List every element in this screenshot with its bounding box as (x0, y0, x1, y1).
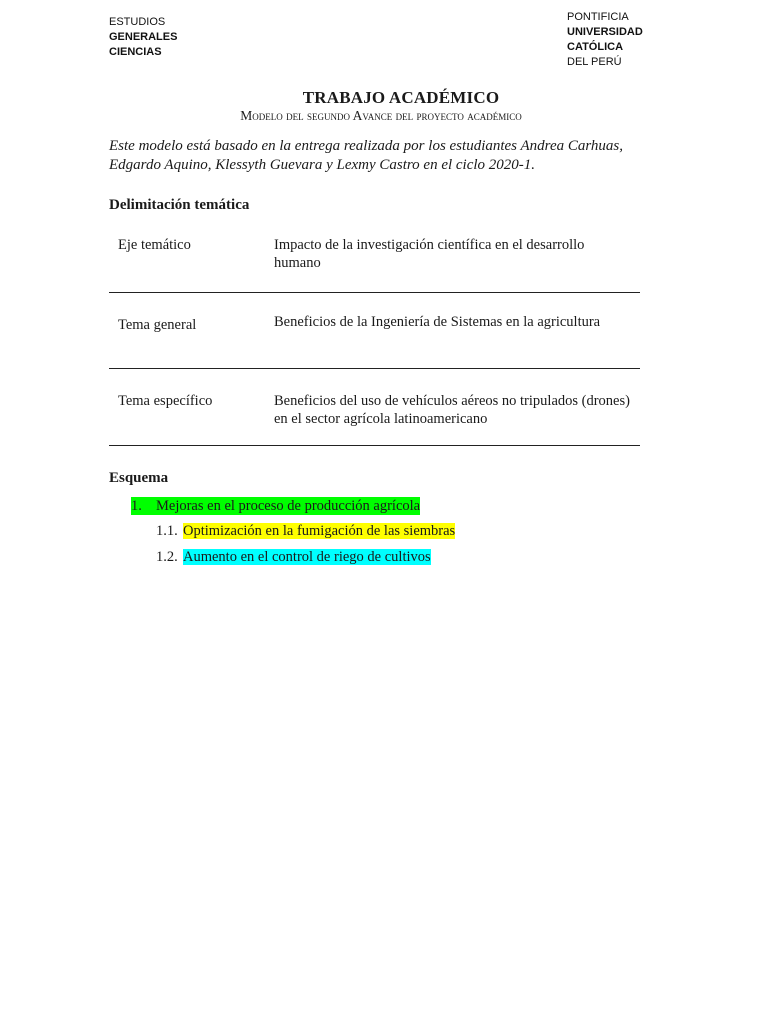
list-item-text: Mejoras en el proceso de producción agrícola (156, 498, 421, 514)
header-right-line-1: PONTIFICIA (567, 11, 629, 23)
list-item-number: 1.1. (156, 523, 178, 539)
header-right-line-3: CATÓLICA (567, 41, 624, 53)
header-left-block (109, 15, 177, 60)
intro-paragraph: Este modelo está basado en la entrega realizada por los estudiantes Andrea Carhuas, Edgardo Aquino, Klessyth Guevara y Lexmy Castro en el ciclo 2020-1. (109, 138, 624, 173)
list-item-number: 1.2. (156, 549, 178, 565)
esquema-heading: Esquema (109, 470, 169, 486)
table-row-key: Tema general (118, 317, 197, 333)
header-right-line-4: DEL PERÚ (567, 56, 622, 68)
table-row-key: Eje temático (118, 237, 191, 253)
header-right-line-2: UNIVERSIDAD (567, 26, 643, 38)
document-title: TRABAJO ACADÉMICO (302, 88, 500, 107)
list-item (156, 522, 455, 540)
list-item-text: Optimización en la fumigación de las siembras (183, 523, 456, 539)
delimitacion-table (109, 225, 640, 446)
table-row-key: Tema específico (118, 393, 213, 409)
list-item (131, 497, 420, 515)
header-left-line-1: ESTUDIOS (109, 16, 166, 28)
list-item (156, 548, 431, 566)
list-item-number: 1. (131, 498, 142, 514)
table-row (109, 225, 640, 293)
table-row-value: Beneficios del uso de vehículos aéreos no tripulados (drones) en el sector agrícola latinoamericano (274, 393, 630, 427)
document-subtitle: Modelo del segundo Avance del proyecto académico (240, 108, 522, 123)
header-left-line-2: GENERALES (109, 31, 178, 43)
table-row (109, 369, 640, 446)
list-item-text: Aumento en el control de riego de cultivos (183, 549, 431, 565)
table-row (109, 293, 640, 369)
header-left-line-3: CIENCIAS (109, 46, 162, 58)
delimitacion-heading: Delimitación temática (109, 197, 250, 213)
header-right-block (567, 10, 643, 70)
table-row-value: Impacto de la investigación científica en el desarrollo humano (274, 237, 585, 271)
table-row-value: Beneficios de la Ingeniería de Sistemas en la agricultura (274, 314, 601, 330)
